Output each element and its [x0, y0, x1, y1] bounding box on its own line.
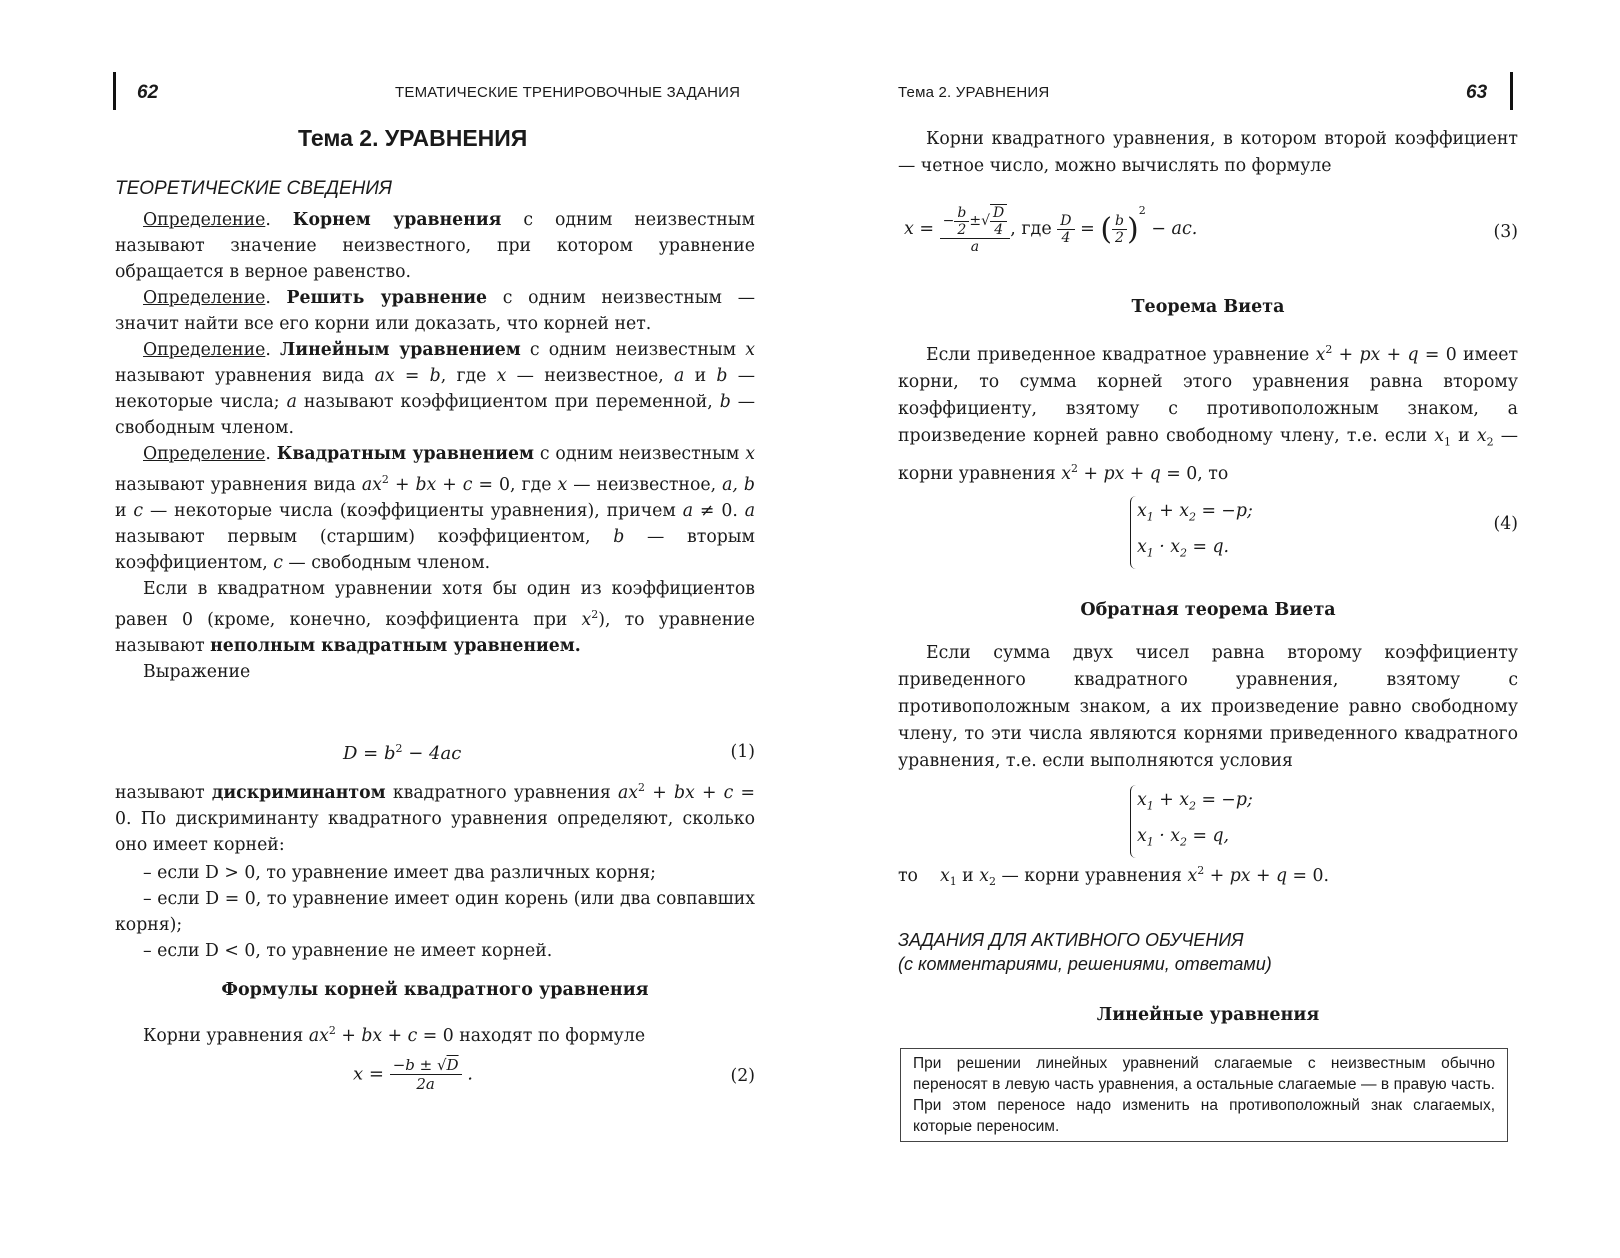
equation-3: [898, 192, 1518, 272]
roots-formula: x = $\frac{-b \pm √D}{2a}$ .: [353, 1056, 474, 1093]
def4-term: Квадратным уравнением: [276, 444, 534, 464]
equation-2: [115, 1050, 755, 1110]
expression-label: Выражение: [143, 661, 251, 682]
right-page-number: 63: [1466, 82, 1488, 103]
discriminant-formula: $D = b^2 - 4ac$: [343, 742, 462, 764]
left-header-bar: [113, 72, 116, 110]
definition-quadratic: Определение. Квадратным уравнением с одним неизвестным x называют уравнения вида $ax^2$ + bx + c = 0, где x — неизвестное, a, b и c — некоторые числа (коэффициенты уравнения), причем a ≠ 0. a называют первым (старшим) коэффициентом, b — вторым коэффициентом, c — свободным членом.: [115, 444, 756, 573]
left-title: Тема 2. УРАВНЕНИЯ: [298, 125, 528, 151]
left-page-number: 62: [137, 82, 159, 103]
def1-term: Корнем уравнения: [292, 210, 502, 230]
linear-heading: Линейные уравнения: [1096, 1005, 1320, 1025]
left-running-head: ТЕМАТИЧЕСКИЕ ТРЕНИРОВОЧНЫЕ ЗАДАНИЯ: [395, 84, 741, 101]
vieta-heading: Теорема Виета: [1131, 297, 1285, 317]
active-section-heading: ЗАДАНИЯ ДЛЯ АКТИВНОГО ОБУЧЕНИЯ: [898, 930, 1244, 950]
equation-4: [898, 496, 1518, 560]
case-positive: – если D > 0, то уравнение имеет два различных корня;: [143, 862, 656, 883]
discriminant-paragraph: называют дискриминантом квадратного уравнения $ax^2$ + bx + c = 0. По дискриминанту квадратного уравнения определяют, сколько оно имеет корней:: [115, 781, 756, 855]
def3-term: Линейным уравнением: [280, 340, 521, 360]
vieta-text: Если приведенное квадратное уравнение $x^2$ + px + q = 0 имеет корни, то сумма корней этого уравнения равна второму коэффициенту, взятому с противоположным знаком, а произведение корней равно свободному члену, т.е. если $x_1$ и $x_2$ — корни уравнения $x^2$ + px + q = 0, то: [898, 343, 1519, 484]
even-coef-formula: x = − $\frac{b}{2}$ ±√ $\frac{D}{4}$ a , где $\frac{D}{4}$ = ( $\frac{b}{2}$ )$^2$ − ac.: [904, 204, 1198, 255]
vieta-block: [898, 336, 1518, 488]
inverse-block: [898, 640, 1518, 775]
inverse-text: Если сумма двух чисел равна второму коэффициенту приведенного квадратного уравнения, взятому с противоположным знаком, а их произведение равно свободному члену, то эти числа являются корнями приведенного квадратного уравнения, т.е. если выполняются условия: [898, 643, 1518, 771]
def1-text: с одним неизвестным называют значение неизвестного, при котором уравнение обращается в верное равенство.: [115, 210, 755, 282]
even-coef-block: [898, 126, 1518, 180]
discriminant-block: [115, 775, 755, 964]
equation-number-2: (2): [730, 1066, 755, 1086]
theory-section-heading: ТЕОРЕТИЧЕСКИЕ СВЕДЕНИЯ: [115, 178, 392, 199]
def-label: Определение: [143, 210, 266, 230]
definitions-block: [115, 207, 755, 685]
def-label: Определение: [143, 288, 266, 308]
definition-root: Определение. Корнем уравнения с одним неизвестным называют значение неизвестного, при котором уравнение обращается в верное равенство.: [115, 210, 755, 282]
inverse-system: $x_1 + x_2 = -p$; $x_1 \cdot x_2 = q$,: [1130, 785, 1253, 858]
roots-formula-text: Корни уравнения $ax^2$ + bx + c = 0 находят по формуле: [143, 1024, 646, 1046]
vieta-system: $x_1 + x_2 = -p$; $x_1 \cdot x_2 = q$.: [1130, 496, 1253, 569]
even-coef-text: Корни квадратного уравнения, в котором второй коэффициент — четное число, можно вычислять по формуле: [898, 129, 1518, 176]
linear-info-box: При решении линейных уравнений слагаемые с неизвестным обычно переносят в левую часть уравнения, а остальные слагаемые — в правую часть. При этом переносе надо изменить на противоположный знак слагаемых, которые переносим.: [900, 1048, 1508, 1142]
def2-term: Решить уравнение: [286, 288, 488, 308]
equation-number-3: (3): [1493, 222, 1518, 242]
equation-1: [115, 742, 755, 770]
active-section-subheading: (с комментариями, решениями, ответами): [898, 954, 1272, 974]
inverse-system-block: [898, 785, 1518, 849]
right-header-bar: [1510, 72, 1513, 110]
inverse-conclusion: то $x_1$ и $x_2$ — корни уравнения $x^2$ + px + q = 0.: [898, 864, 1329, 889]
incomplete-paragraph: Если в квадратном уравнении хотя бы один из коэффициентов равен 0 (кроме, конечно, коэффициента при $x^2$), то уравнение называют неполным квадратным уравнением.: [115, 578, 755, 656]
equation-number-4: (4): [1493, 514, 1518, 534]
inverse-vieta-heading: Обратная теорема Виета: [1080, 600, 1336, 620]
definition-solve: Определение. Решить уравнение с одним неизвестным — значит найти все его корни или доказать, что корней нет.: [115, 288, 755, 334]
case-negative: – если D < 0, то уравнение не имеет корней.: [143, 940, 553, 961]
equation-number-1: (1): [730, 742, 755, 762]
right-running-head: Тема 2. УРАВНЕНИЯ: [898, 84, 1050, 101]
def-label: Определение: [143, 444, 266, 464]
definition-linear: Определение. Линейным уравнением с одним неизвестным x называют уравнения вида ax = b, где x — неизвестное, a и b — некоторые числа; a называют коэффициентом при переменной, b — свободным членом.: [115, 340, 755, 438]
case-zero: – если D = 0, то уравнение имеет один корень (или два совпавших корня);: [115, 888, 755, 935]
def2-text: с одним неизвестным — значит найти все его корни или доказать, что корней нет.: [115, 288, 755, 334]
def-label: Определение: [143, 340, 266, 360]
formulas-heading: Формулы корней квадратного уравнения: [221, 980, 649, 1000]
